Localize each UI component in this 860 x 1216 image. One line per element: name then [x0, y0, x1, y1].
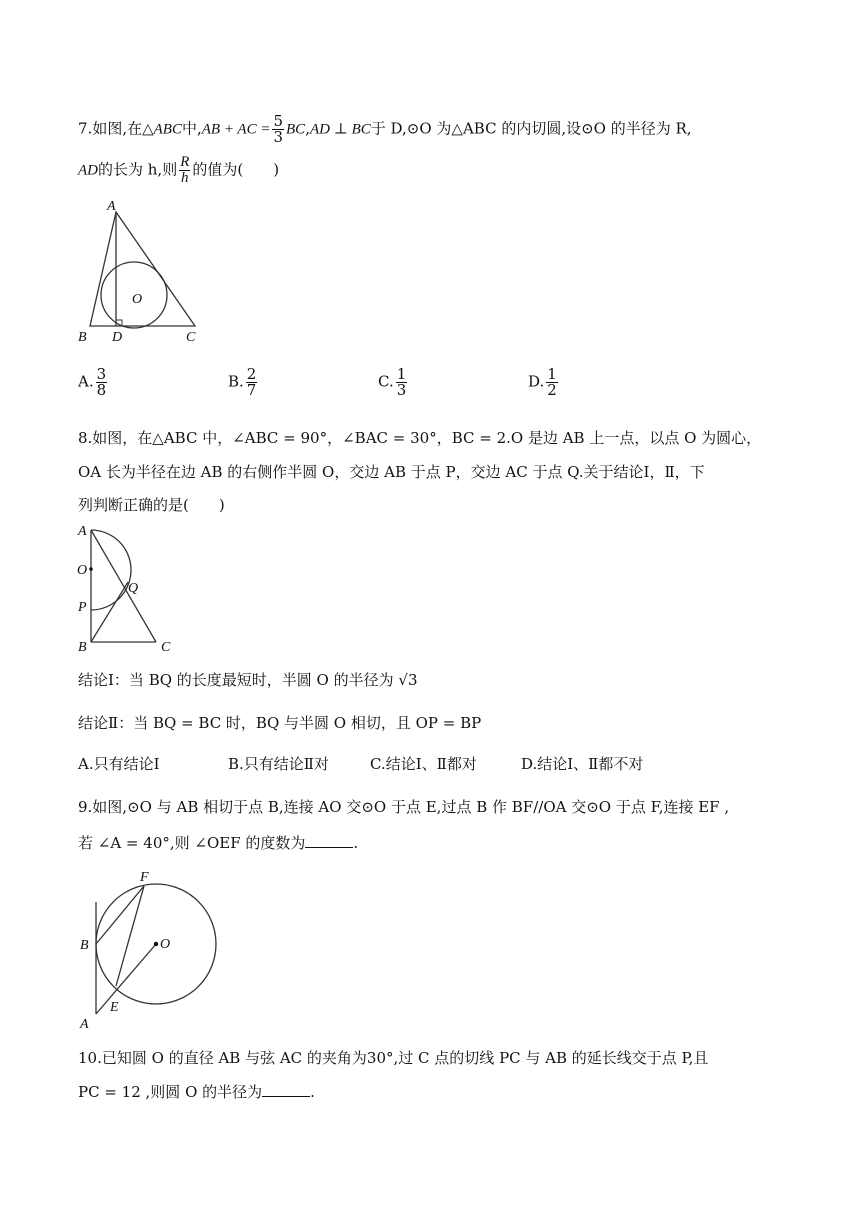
option-fraction: [246, 367, 258, 398]
q7-text: 如图,在: [92, 119, 143, 138]
q7-equation: BC: [286, 121, 306, 138]
q7-fraction-5-3: [272, 114, 284, 145]
denominator: 3: [273, 128, 284, 146]
q9-period: .: [353, 834, 359, 852]
q7-ad: AD: [78, 162, 98, 179]
q7-line2: [78, 155, 279, 186]
option-label: A.: [78, 372, 94, 391]
label-f: F: [140, 870, 149, 885]
sqrt3: √3: [398, 671, 418, 689]
label-c: C: [186, 330, 196, 345]
q7-equation: AB + AC =: [201, 121, 271, 138]
q10-line2: [78, 1081, 315, 1103]
denominator: 3: [396, 381, 407, 399]
numerator: 3: [96, 365, 107, 383]
q7-option-a[interactable]: [78, 367, 109, 398]
q9-line1: 9.如图,⊙O 与 AB 相切于点 B,连接 AO 交⊙O 于点 E,过点 B 作 BF//OA 交⊙O 于点 F,连接 EF ,: [78, 798, 730, 816]
label-o: O: [77, 563, 88, 578]
label-o: O: [160, 937, 171, 952]
q8-line1: 8.如图，在△ABC 中，∠ABC = 90°，∠BAC = 30°，BC = 2.O 是边 AB 上一点，以点 O 为圆心，: [78, 429, 762, 447]
label-c: C: [161, 640, 171, 655]
option-fraction: [546, 367, 558, 398]
denominator: h: [181, 170, 189, 186]
q8-line3: 列判断正确的是( ): [78, 496, 225, 514]
label-p: P: [78, 600, 87, 615]
denominator: 2: [547, 381, 557, 399]
label-b: B: [80, 938, 89, 953]
q8-conclusion-2: 结论Ⅱ：当 BQ = BC 时，BQ 与半圆 O 相切，且 OP = BP: [78, 714, 482, 732]
q8-option-c[interactable]: C.结论Ⅰ、Ⅱ都对: [370, 755, 477, 773]
option-fraction: [396, 367, 408, 398]
q8-option-a[interactable]: A.只有结论Ⅰ: [78, 755, 160, 773]
label-e: E: [110, 1000, 119, 1015]
q8-conclusion-1: [78, 669, 418, 691]
q7-figure: [70, 195, 210, 347]
q7-fraction-r-h: [179, 155, 190, 186]
q8-option-b[interactable]: B.只有结论Ⅱ对: [228, 755, 329, 773]
q10-line1: 10.已知圆 O 的直径 AB 与弦 AC 的夹角为30°,过 C 点的切线 PC 与 AB 的延长线交于点 P,且: [78, 1049, 709, 1067]
q9-text: 若 ∠A = 40°,则 ∠OEF 的度数为: [78, 834, 306, 852]
numerator: R: [180, 154, 190, 170]
q7-option-b[interactable]: [228, 367, 259, 398]
q7-option-c[interactable]: [378, 367, 409, 398]
q7-text: ,: [305, 119, 310, 138]
q7-text: 于 D,⊙O 为△ABC 的内切圆,设⊙O 的半径为 R,: [370, 119, 692, 138]
q7-line1: [78, 114, 692, 145]
q7-perpendicular: AD ⊥ BC: [309, 121, 371, 138]
q8-figure: [70, 520, 190, 660]
denominator: 8: [96, 381, 107, 399]
numerator: 5: [273, 112, 284, 130]
q8-line2: OA 长为半径在边 AB 的右侧作半圆 O，交边 AB 于点 P，交边 AC 于点 Q.关于结论Ⅰ，Ⅱ，下: [78, 463, 705, 481]
label-a: A: [78, 524, 87, 539]
label-b: B: [78, 640, 87, 655]
answer-blank[interactable]: [305, 833, 353, 848]
q9-line2: [78, 832, 358, 854]
q10-text: PC = 12 ,则圆 O 的半径为: [78, 1083, 263, 1101]
label-a: A: [107, 199, 116, 214]
q9-figure: [70, 862, 230, 1032]
label-d: D: [112, 330, 123, 345]
q7-text: 中,: [181, 119, 202, 138]
denominator: 7: [246, 381, 257, 399]
answer-blank[interactable]: [262, 1082, 310, 1097]
numerator: 1: [396, 365, 407, 383]
label-a: A: [80, 1017, 89, 1032]
label-q: Q: [128, 581, 139, 596]
q7-text: 的长为 h,则: [98, 160, 178, 179]
q8-option-d[interactable]: D.结论Ⅰ、Ⅱ都不对: [521, 755, 644, 773]
option-label: C.: [378, 372, 394, 391]
conclusion-1-text: 结论Ⅰ：当 BQ 的长度最短时，半圆 O 的半径为: [78, 671, 394, 689]
option-fraction: [96, 367, 108, 398]
option-label: D.: [528, 372, 545, 391]
label-b: B: [78, 330, 87, 345]
label-o: O: [132, 292, 143, 307]
q7-number: 7.: [78, 119, 93, 138]
option-label: B.: [228, 372, 244, 391]
numerator: 1: [547, 365, 557, 383]
q10-period: .: [310, 1083, 315, 1101]
q7-option-d[interactable]: [528, 367, 560, 398]
q7-triangle: △ABC: [142, 121, 182, 138]
numerator: 2: [246, 365, 257, 383]
q7-text: 的值为( ): [192, 160, 280, 179]
